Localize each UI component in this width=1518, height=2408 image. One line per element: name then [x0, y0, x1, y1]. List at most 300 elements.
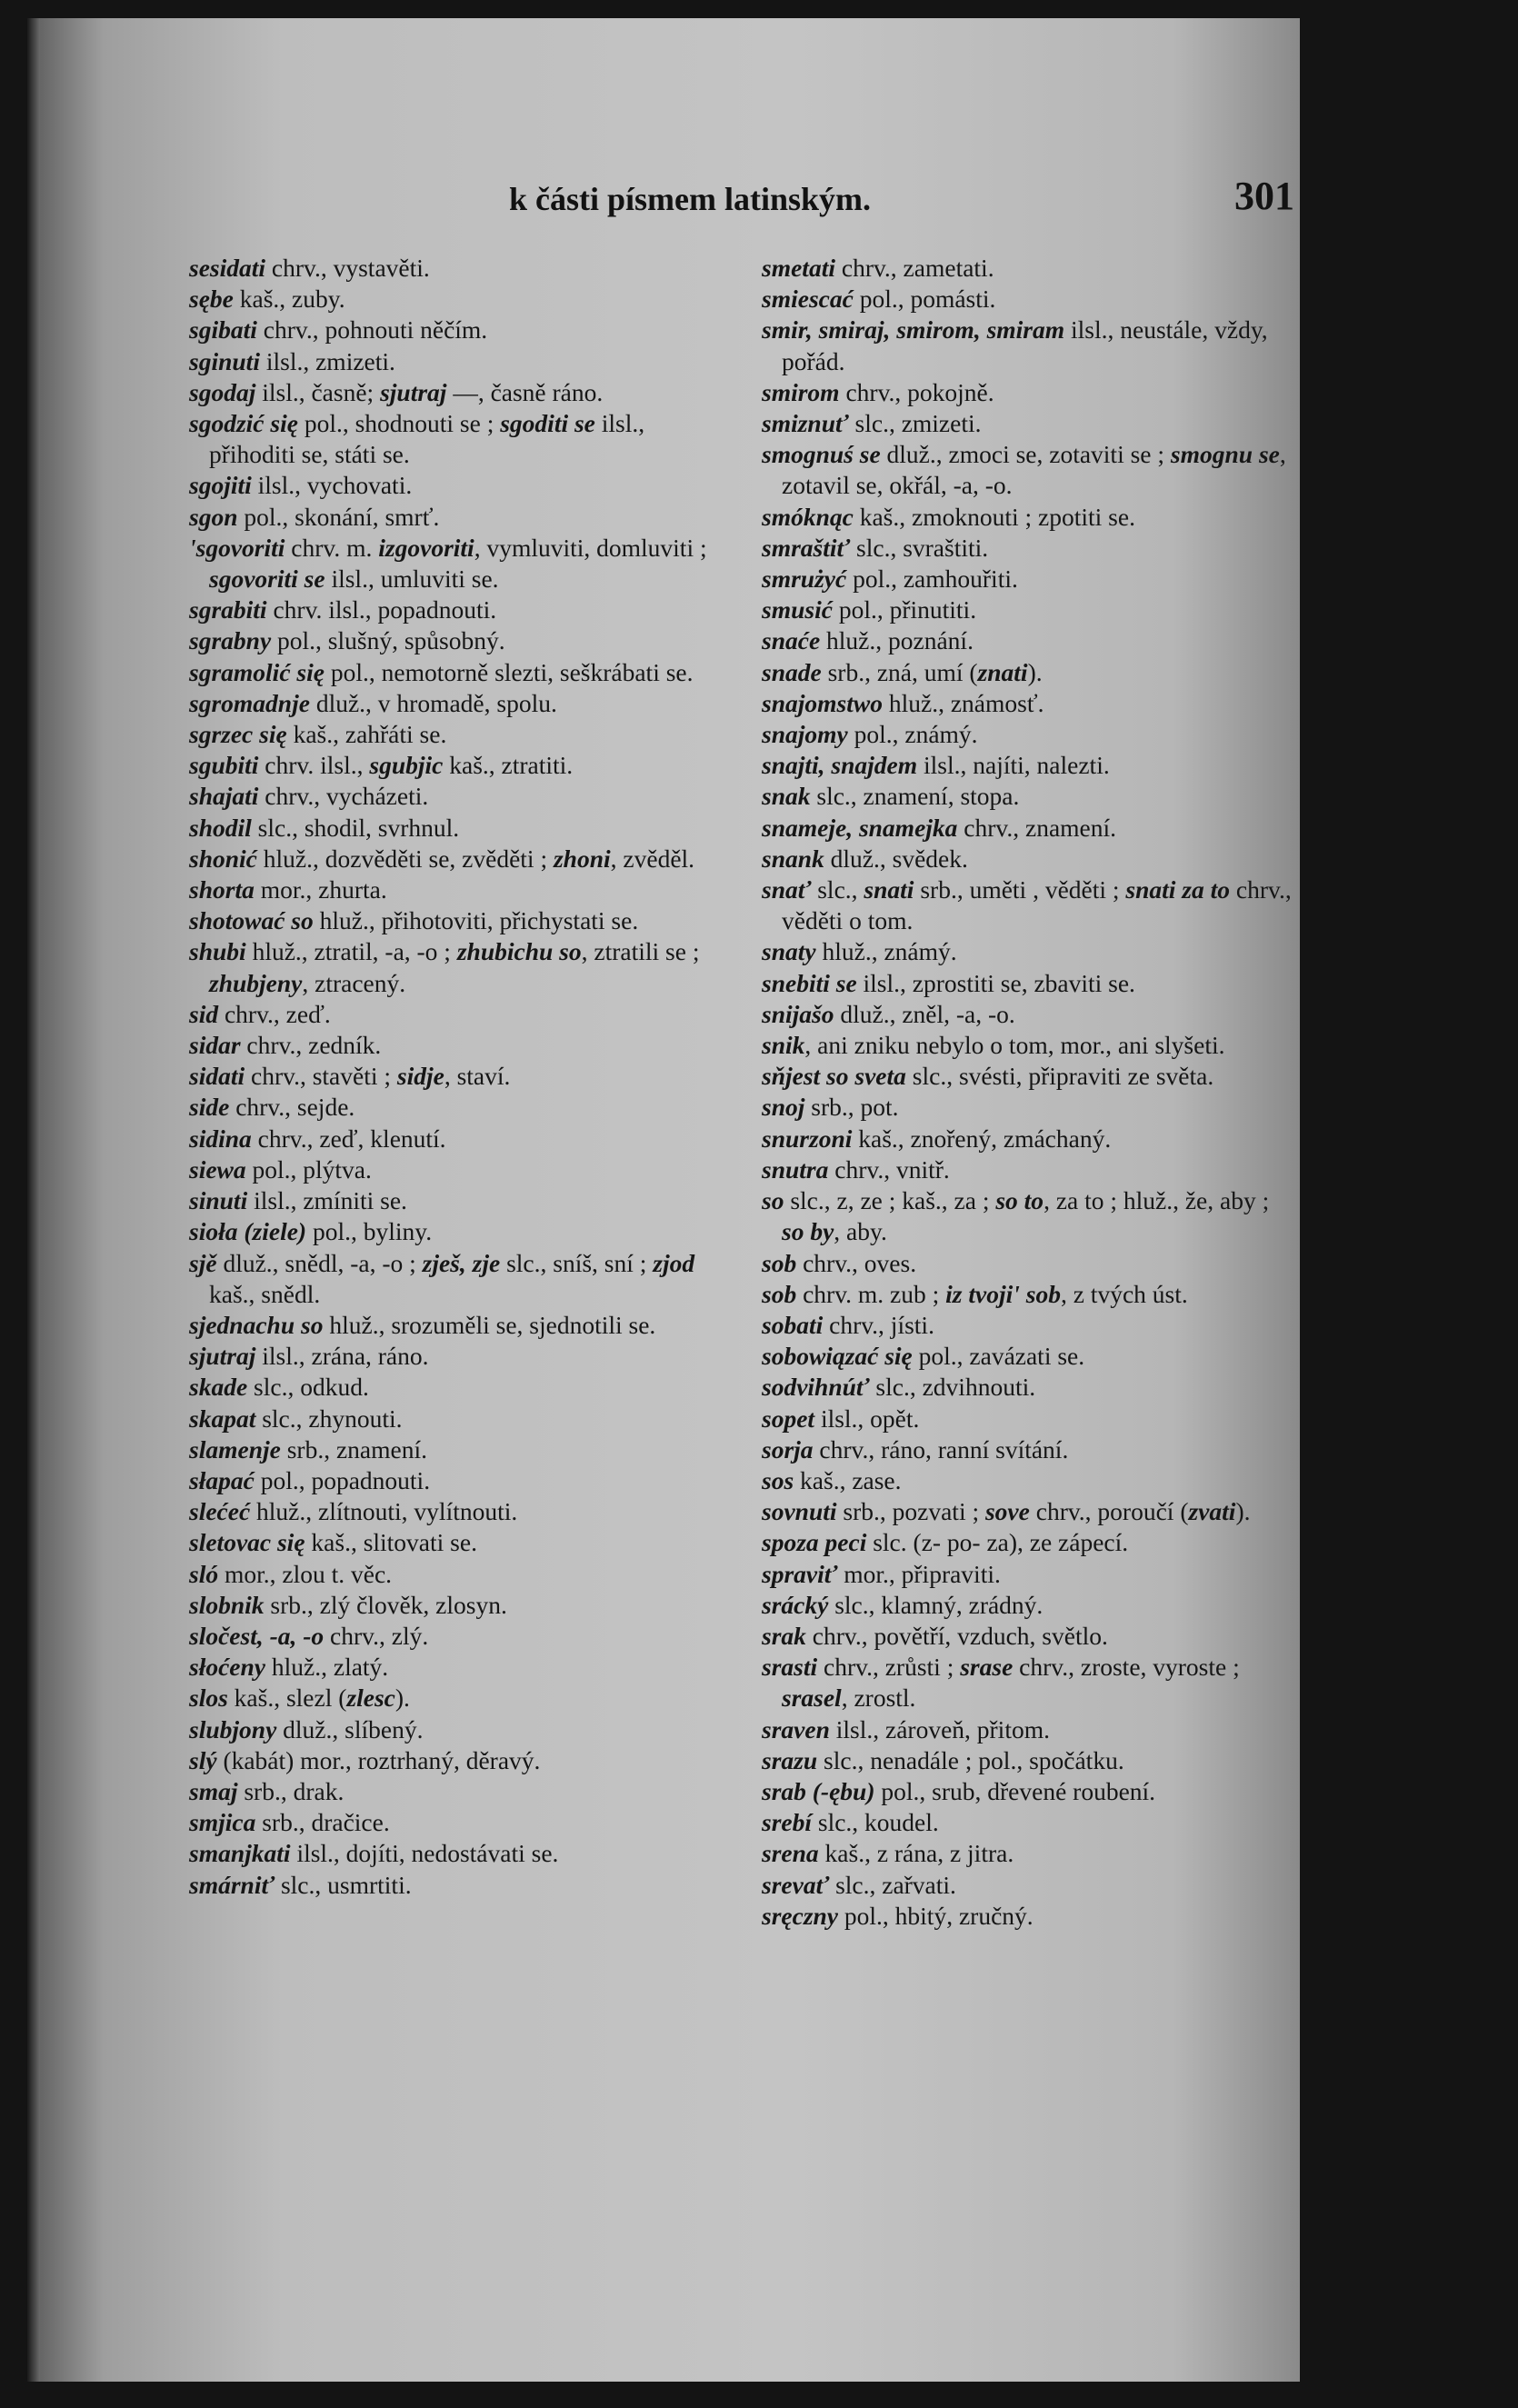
- definition-text: chrv., poroučí (: [1029, 1497, 1189, 1526]
- definition-text: , vymluviti, domluviti ;: [474, 533, 707, 562]
- definition-text: chrv. m. zub ;: [796, 1279, 946, 1308]
- headword: sgromadnje: [189, 688, 310, 717]
- definition-text: pol., popadnouti.: [254, 1465, 431, 1494]
- headword: smusić: [762, 595, 833, 624]
- definition-text: ).: [394, 1684, 410, 1713]
- definition-text: pol., přinutiti.: [832, 595, 977, 624]
- definition-text: hluž., zlítnouti, vylítnouti.: [250, 1497, 518, 1526]
- definition-text: , z tvých úst.: [1060, 1279, 1188, 1308]
- definition-text: ilsl., neustále, vždy, pořád.: [782, 315, 1268, 375]
- headword: sobati: [762, 1310, 824, 1339]
- headword: sgodaj: [189, 377, 256, 406]
- dictionary-entry: [762, 595, 1293, 625]
- definition-text: ilsl., dojíti, nedostávati se.: [290, 1839, 559, 1868]
- definition-text: ).: [1235, 1497, 1251, 1526]
- dictionary-entry: [189, 905, 721, 936]
- definition-text: ilsl., umluviti se.: [325, 565, 499, 594]
- headword: sgovoriti se: [209, 565, 325, 594]
- headword: snak: [762, 782, 811, 811]
- dictionary-entry: [762, 1092, 1293, 1123]
- definition-text: srb., drak.: [237, 1776, 345, 1805]
- headword: smjica: [189, 1808, 256, 1837]
- headword: sgrzec się: [189, 720, 287, 749]
- headword: snaty: [762, 937, 816, 966]
- dictionary-entry: [189, 1154, 721, 1185]
- definition-text: chrv., ráno, ranní svítání.: [813, 1434, 1069, 1464]
- dictionary-entry: [762, 1714, 1293, 1745]
- definition-text: , zrostl.: [841, 1684, 916, 1713]
- dictionary-entry: [189, 625, 721, 656]
- definition-text: chrv., pohnouti něčím.: [256, 315, 488, 345]
- headword: sidje: [396, 1062, 444, 1091]
- dictionary-entry: [762, 750, 1293, 781]
- definition-text: dluž., snědl, -a, -o ;: [216, 1248, 423, 1277]
- dictionary-entry: [762, 781, 1293, 812]
- definition-text: pol., slušný, spůsobný.: [271, 626, 505, 655]
- dictionary-entry: [762, 625, 1293, 656]
- definition-text: chrv., pokojně.: [839, 377, 994, 406]
- headword: słoćeny: [189, 1653, 266, 1682]
- dictionary-entry: [189, 750, 721, 781]
- definition-text: chrv., vycházeti.: [258, 782, 429, 811]
- dictionary-entry: [762, 1559, 1293, 1590]
- headword: so by: [782, 1217, 834, 1246]
- definition-text: hluž., přihotoviti, přichystati se.: [313, 906, 639, 935]
- headword: zjod: [653, 1248, 695, 1277]
- headword: smetati: [762, 254, 835, 282]
- definition-text: chrv., zeď.: [218, 999, 331, 1028]
- definition-text: dluž., slíbený.: [276, 1714, 424, 1744]
- headword: sob: [762, 1248, 797, 1277]
- headword: shonić: [189, 844, 257, 873]
- headword: sesidati: [189, 254, 266, 282]
- headword: snať: [762, 875, 812, 904]
- headword: shotować so: [189, 906, 314, 935]
- dictionary-entry: [762, 1372, 1293, 1403]
- definition-text: ilsl., najíti, nalezti.: [917, 751, 1110, 780]
- headword: snati za to: [1125, 875, 1231, 904]
- left-column: [189, 253, 721, 1901]
- dictionary-entry: [189, 813, 721, 844]
- definition-text: chrv., povětří, vzduch, světlo.: [805, 1621, 1108, 1650]
- definition-text: —, časně ráno.: [446, 377, 604, 406]
- headword: sgodzić się: [189, 409, 298, 438]
- dictionary-entry: [762, 1807, 1293, 1838]
- definition-text: srb., znamení.: [280, 1434, 427, 1464]
- headword: sorja: [762, 1434, 814, 1464]
- headword: sos: [762, 1465, 794, 1494]
- dictionary-entry: [762, 1496, 1293, 1527]
- running-header: [27, 171, 1300, 225]
- headword: sjednachu so: [189, 1310, 324, 1339]
- definition-text: chrv., vystavěti.: [265, 254, 430, 282]
- headword: siewa: [189, 1154, 246, 1184]
- headword: sob: [762, 1279, 797, 1308]
- definition-text: chrv., vnitř.: [828, 1154, 950, 1184]
- headword: sręczny: [762, 1901, 839, 1930]
- dictionary-entry: [189, 1590, 721, 1621]
- dictionary-entry: [762, 1061, 1293, 1092]
- headword: zhubichu so: [456, 937, 582, 966]
- dictionary-entry: [762, 408, 1293, 439]
- dictionary-entry: [189, 1404, 721, 1434]
- definition-text: pol., zamhouřiti.: [846, 565, 1018, 594]
- headword: smognu se: [1170, 440, 1280, 469]
- definition-text: kaš., zahřáti se.: [286, 720, 447, 749]
- definition-text: slc., klamný, zrádný.: [828, 1590, 1044, 1619]
- dictionary-entry: [189, 936, 721, 998]
- headword: sraven: [762, 1714, 830, 1744]
- definition-text: hluž., zlatý.: [265, 1653, 389, 1682]
- headword: smóknąc: [762, 502, 854, 531]
- definition-text: pol., pomásti.: [853, 285, 996, 314]
- dictionary-entry: [189, 377, 721, 408]
- headword: sjutraj: [380, 377, 447, 406]
- definition-text: ilsl., časně;: [255, 377, 381, 406]
- definition-text: chrv., zlý.: [324, 1621, 429, 1650]
- headword: sioła (ziele): [189, 1217, 307, 1246]
- headword: srase: [960, 1653, 1014, 1682]
- definition-text: ilsl., vychovati.: [251, 471, 413, 500]
- definition-text: srb., dračice.: [255, 1808, 390, 1837]
- definition-text: mor., zlou t. věc.: [218, 1559, 393, 1588]
- definition-text: chrv., zametati.: [834, 254, 994, 282]
- definition-text: kaš., z rána, z jitra.: [818, 1839, 1014, 1868]
- dictionary-entry: [762, 1652, 1293, 1714]
- definition-text: pol., zavázati se.: [912, 1342, 1085, 1371]
- headword: slobnik: [189, 1590, 265, 1619]
- definition-text: , ztratili se ;: [581, 937, 700, 966]
- definition-text: slc. (z- po- za), ze zápecí.: [866, 1528, 1129, 1557]
- headword: snajomy: [762, 720, 848, 749]
- definition-text: , ztracený.: [302, 968, 406, 997]
- headword: sębe: [189, 285, 234, 314]
- definition-text: pol., plýtva.: [245, 1154, 372, 1184]
- definition-text: chrv., znamení.: [957, 813, 1117, 842]
- headword: side: [189, 1093, 230, 1122]
- headword: shodil: [189, 813, 252, 842]
- dictionary-entry: [189, 1216, 721, 1247]
- definition-text: pol., skonání, smrť.: [237, 502, 440, 531]
- headword: smárniť: [189, 1870, 275, 1899]
- definition-text: hluž., známý.: [815, 937, 957, 966]
- dictionary-entry: [189, 1092, 721, 1123]
- headword: smrużyć: [762, 565, 847, 594]
- dictionary-entry: [189, 595, 721, 625]
- headword: skade: [189, 1373, 248, 1402]
- headword: snutra: [762, 1154, 829, 1184]
- headword: snijašo: [762, 999, 834, 1028]
- dictionary-entry: [762, 1185, 1293, 1247]
- definition-text: slc., usmrtiti.: [275, 1870, 412, 1899]
- page-number: 301: [1234, 174, 1294, 218]
- definition-text: ilsl., zprostiti se, zbaviti se.: [856, 968, 1135, 997]
- headword: smir, smiraj, smirom, smiram: [762, 315, 1065, 345]
- dictionary-entry: [189, 1310, 721, 1341]
- dictionary-entry: [189, 470, 721, 501]
- dictionary-entry: [189, 1372, 721, 1403]
- dictionary-entry: [762, 502, 1293, 533]
- headword: smiescać: [762, 285, 854, 314]
- definition-text: kaš., zase.: [794, 1465, 902, 1494]
- definition-text: srb., pot.: [804, 1093, 899, 1122]
- headword: smirom: [762, 377, 840, 406]
- dictionary-entry: [762, 1248, 1293, 1279]
- headword: zlesc: [346, 1684, 395, 1713]
- headword: sgojiti: [189, 471, 252, 500]
- definition-text: chrv., zeď, klenutí.: [251, 1124, 446, 1153]
- dictionary-entry: [189, 346, 721, 377]
- headword: slećeć: [189, 1497, 251, 1526]
- headword: snajomstwo: [762, 688, 883, 717]
- headword: zhubjeny: [209, 968, 303, 997]
- definition-text: ilsl., zároveň, přitom.: [829, 1714, 1050, 1744]
- dictionary-entry: [189, 284, 721, 315]
- headword: smaj: [189, 1776, 238, 1805]
- definition-text: chrv. m.: [285, 533, 379, 562]
- dictionary-entry: [762, 253, 1293, 284]
- definition-text: slc., shodil, svrhnul.: [251, 813, 460, 842]
- definition-text: kaš., slezl (: [227, 1684, 347, 1713]
- definition-text: ilsl., zmíniti se.: [247, 1186, 407, 1215]
- dictionary-entry: [762, 1590, 1293, 1621]
- dictionary-entry: [189, 1496, 721, 1527]
- definition-text: srb., zná, umí (: [821, 657, 978, 686]
- headword: iz tvoji' sob: [945, 1279, 1061, 1308]
- definition-text: slc., zmizeti.: [848, 409, 982, 438]
- headword: snade: [762, 657, 822, 686]
- headword: sgibati: [189, 315, 257, 345]
- headword: izgovoriti: [378, 533, 474, 562]
- definition-text: slc., z, ze ; kaš., za ;: [784, 1186, 996, 1215]
- headword: slubjony: [189, 1714, 277, 1744]
- definition-text: ilsl., přihoditi se, státi se.: [209, 409, 645, 469]
- definition-text: kaš., snědl.: [209, 1279, 321, 1308]
- headword: sginuti: [189, 346, 260, 375]
- definition-text: chrv., sejde.: [229, 1093, 355, 1122]
- definition-text: slc., nenadále ; pol., spočátku.: [817, 1745, 1124, 1774]
- headword: sňjest so sveta: [762, 1062, 906, 1091]
- headword: sjutraj: [189, 1342, 256, 1371]
- headword: sopet: [762, 1404, 815, 1433]
- definition-text: (kabát) mor., roztrhaný, děravý.: [216, 1745, 541, 1774]
- definition-text: , aby.: [834, 1217, 887, 1246]
- headword: snank: [762, 844, 824, 873]
- definition-text: kaš., znořený, zmáchaný.: [852, 1124, 1112, 1153]
- definition-text: ilsl., zrána, ráno.: [255, 1342, 429, 1371]
- dictionary-entry: [762, 1154, 1293, 1185]
- dictionary-entry: [762, 1434, 1293, 1465]
- headword: snati: [864, 875, 914, 904]
- definition-text: slc., zdvihnouti.: [869, 1373, 1036, 1402]
- headword: srena: [762, 1839, 819, 1868]
- definition-text: srb., pozvati ;: [836, 1497, 985, 1526]
- dictionary-entry: [189, 1683, 721, 1714]
- headword: shubi: [189, 937, 246, 966]
- definition-text: slc.,: [811, 875, 864, 904]
- headword: smiznuť: [762, 409, 849, 438]
- headword: snebiti se: [762, 968, 857, 997]
- dictionary-entry: [762, 844, 1293, 874]
- headword: snik: [762, 1031, 805, 1060]
- headword: sid: [189, 999, 219, 1028]
- headword: sodvihnúť: [762, 1373, 870, 1402]
- dictionary-entry: [762, 1030, 1293, 1061]
- dictionary-entry: [189, 1341, 721, 1372]
- headword: slos: [189, 1684, 228, 1713]
- dictionary-entry: [762, 1621, 1293, 1652]
- definition-text: pol., nemotorně slezti, seškrábati se.: [324, 657, 694, 686]
- definition-text: hluž., srozuměli se, sjednotili se.: [323, 1310, 656, 1339]
- definition-text: slc., svraštiti.: [850, 533, 989, 562]
- dictionary-entry: [189, 1527, 721, 1558]
- definition-text: slc., zařvati.: [829, 1870, 956, 1899]
- headword: zhoni: [553, 844, 611, 873]
- dictionary-entry: [189, 1714, 721, 1745]
- headword: 'sgovoriti: [189, 533, 285, 562]
- headword: snurzoni: [762, 1124, 853, 1153]
- headword: sločest, -a, -o: [189, 1621, 325, 1650]
- dictionary-entry: [762, 377, 1293, 408]
- definition-text: ilsl., zmizeti.: [259, 346, 395, 375]
- headword: shajati: [189, 782, 259, 811]
- headword: sgoditi se: [500, 409, 595, 438]
- dictionary-entry: [189, 874, 721, 905]
- dictionary-entry: [762, 564, 1293, 595]
- dictionary-entry: [762, 874, 1293, 936]
- dictionary-entry: [762, 1341, 1293, 1372]
- definition-text: slc., odkud.: [247, 1373, 369, 1402]
- headword: so: [762, 1186, 784, 1215]
- headword: srácký: [762, 1590, 829, 1619]
- dictionary-entry: [762, 968, 1293, 999]
- definition-text: pol., srub, dřevené roubení.: [874, 1776, 1156, 1805]
- dictionary-entry: [762, 999, 1293, 1030]
- definition-text: dluž., svědek.: [824, 844, 968, 873]
- dictionary-entry: [189, 1061, 721, 1092]
- definition-text: hluž., dozvěděti se, zvěděti ;: [256, 844, 554, 873]
- dictionary-entry: [762, 1527, 1293, 1558]
- dictionary-entry: [189, 1185, 721, 1216]
- dictionary-entry: [189, 1838, 721, 1869]
- headword: sgubiti: [189, 751, 259, 780]
- definition-text: chrv., oves.: [796, 1248, 917, 1277]
- definition-text: , ani zniku nebylo o tom, mor., ani slyšeti.: [804, 1031, 1225, 1060]
- definition-text: kaš., zmoknouti ; zpotiti se.: [853, 502, 1135, 531]
- headword: smraštiť: [762, 533, 851, 562]
- headword: snaće: [762, 626, 821, 655]
- dictionary-entry: [189, 502, 721, 533]
- definition-text: chrv., stavěti ;: [245, 1062, 397, 1091]
- dictionary-entry: [762, 533, 1293, 564]
- dictionary-entry: [762, 813, 1293, 844]
- dictionary-entry: [189, 533, 721, 595]
- dictionary-entry: [189, 844, 721, 874]
- dictionary-page: [27, 18, 1300, 2382]
- dictionary-entry: [189, 999, 721, 1030]
- headword: sinuti: [189, 1186, 248, 1215]
- definition-text: chrv., zedník.: [240, 1031, 382, 1060]
- dictionary-entry: [762, 1404, 1293, 1434]
- headword: snoj: [762, 1093, 805, 1122]
- dictionary-entry: [762, 1310, 1293, 1341]
- definition-text: pol., hbitý, zručný.: [838, 1901, 1034, 1930]
- dictionary-entry: [189, 1652, 721, 1683]
- dictionary-entry: [762, 439, 1293, 501]
- page-gutter-shadow: [27, 18, 40, 2382]
- headword: spoza peci: [762, 1528, 867, 1557]
- definition-text: dluž., v hromadě, spolu.: [309, 688, 557, 717]
- definition-text: slc., sníš, sní ;: [500, 1248, 654, 1277]
- headword: sjě: [189, 1248, 217, 1277]
- definition-text: slc., koudel.: [812, 1808, 939, 1837]
- dictionary-entry: [189, 1248, 721, 1310]
- dictionary-entry: [189, 1776, 721, 1807]
- definition-text: chrv., věděti o tom.: [782, 875, 1292, 935]
- headword: srebí: [762, 1808, 812, 1837]
- definition-text: pol., byliny.: [306, 1217, 433, 1246]
- definition-text: kaš., slitovati se.: [305, 1528, 477, 1557]
- headword: srasti: [762, 1653, 818, 1682]
- headword: sidar: [189, 1031, 241, 1060]
- definition-text: ).: [1027, 657, 1043, 686]
- dictionary-entry: [762, 657, 1293, 688]
- headword: sgramolić się: [189, 657, 325, 686]
- headword: srasel: [782, 1684, 842, 1713]
- dictionary-entry: [762, 1279, 1293, 1310]
- dictionary-entry: [189, 1030, 721, 1061]
- headword: sgon: [189, 502, 238, 531]
- headword: sló: [189, 1559, 219, 1588]
- headword: sgrabiti: [189, 595, 267, 624]
- headword: spraviť: [762, 1559, 838, 1588]
- definition-text: , zotavil se, okřál, -a, -o.: [782, 440, 1286, 500]
- dictionary-entry: [762, 1124, 1293, 1154]
- definition-text: hluž., poznání.: [820, 626, 974, 655]
- headword: srak: [762, 1621, 806, 1650]
- headword: sgubjic: [369, 751, 444, 780]
- dictionary-entry: [762, 1776, 1293, 1807]
- headword: słapać: [189, 1465, 255, 1494]
- running-title: k části písmem latinským.: [509, 181, 872, 217]
- headword: znati: [977, 657, 1028, 686]
- headword: sidati: [189, 1062, 245, 1091]
- headword: so to: [995, 1186, 1044, 1215]
- dictionary-entry: [189, 719, 721, 750]
- headword: zvati: [1188, 1497, 1236, 1526]
- headword: slý: [189, 1745, 217, 1774]
- definition-text: pol., shodnouti se ;: [297, 409, 501, 438]
- headword: srevať: [762, 1870, 830, 1899]
- definition-text: dluž., zněl, -a, -o.: [834, 999, 1015, 1028]
- definition-text: , za to ; hluž., že, aby ;: [1044, 1186, 1270, 1215]
- headword: snameje, snamejka: [762, 813, 958, 842]
- dictionary-entry: [189, 1745, 721, 1776]
- definition-text: ilsl., opět.: [814, 1404, 920, 1433]
- definition-text: mor., zhurta.: [254, 875, 387, 904]
- dictionary-entry: [762, 284, 1293, 315]
- dictionary-entry: [189, 1124, 721, 1154]
- dictionary-entry: [762, 315, 1293, 376]
- dictionary-entry: [189, 1465, 721, 1496]
- headword: sgrabny: [189, 626, 272, 655]
- headword: zješ, zje: [422, 1248, 501, 1277]
- definition-text: chrv., zroste, vyroste ;: [1013, 1653, 1240, 1682]
- definition-text: dluž., zmoci se, zotaviti se ;: [880, 440, 1171, 469]
- definition-text: slc., zhynouti.: [255, 1404, 403, 1433]
- dictionary-entry: [189, 781, 721, 812]
- dictionary-entry: [189, 1621, 721, 1652]
